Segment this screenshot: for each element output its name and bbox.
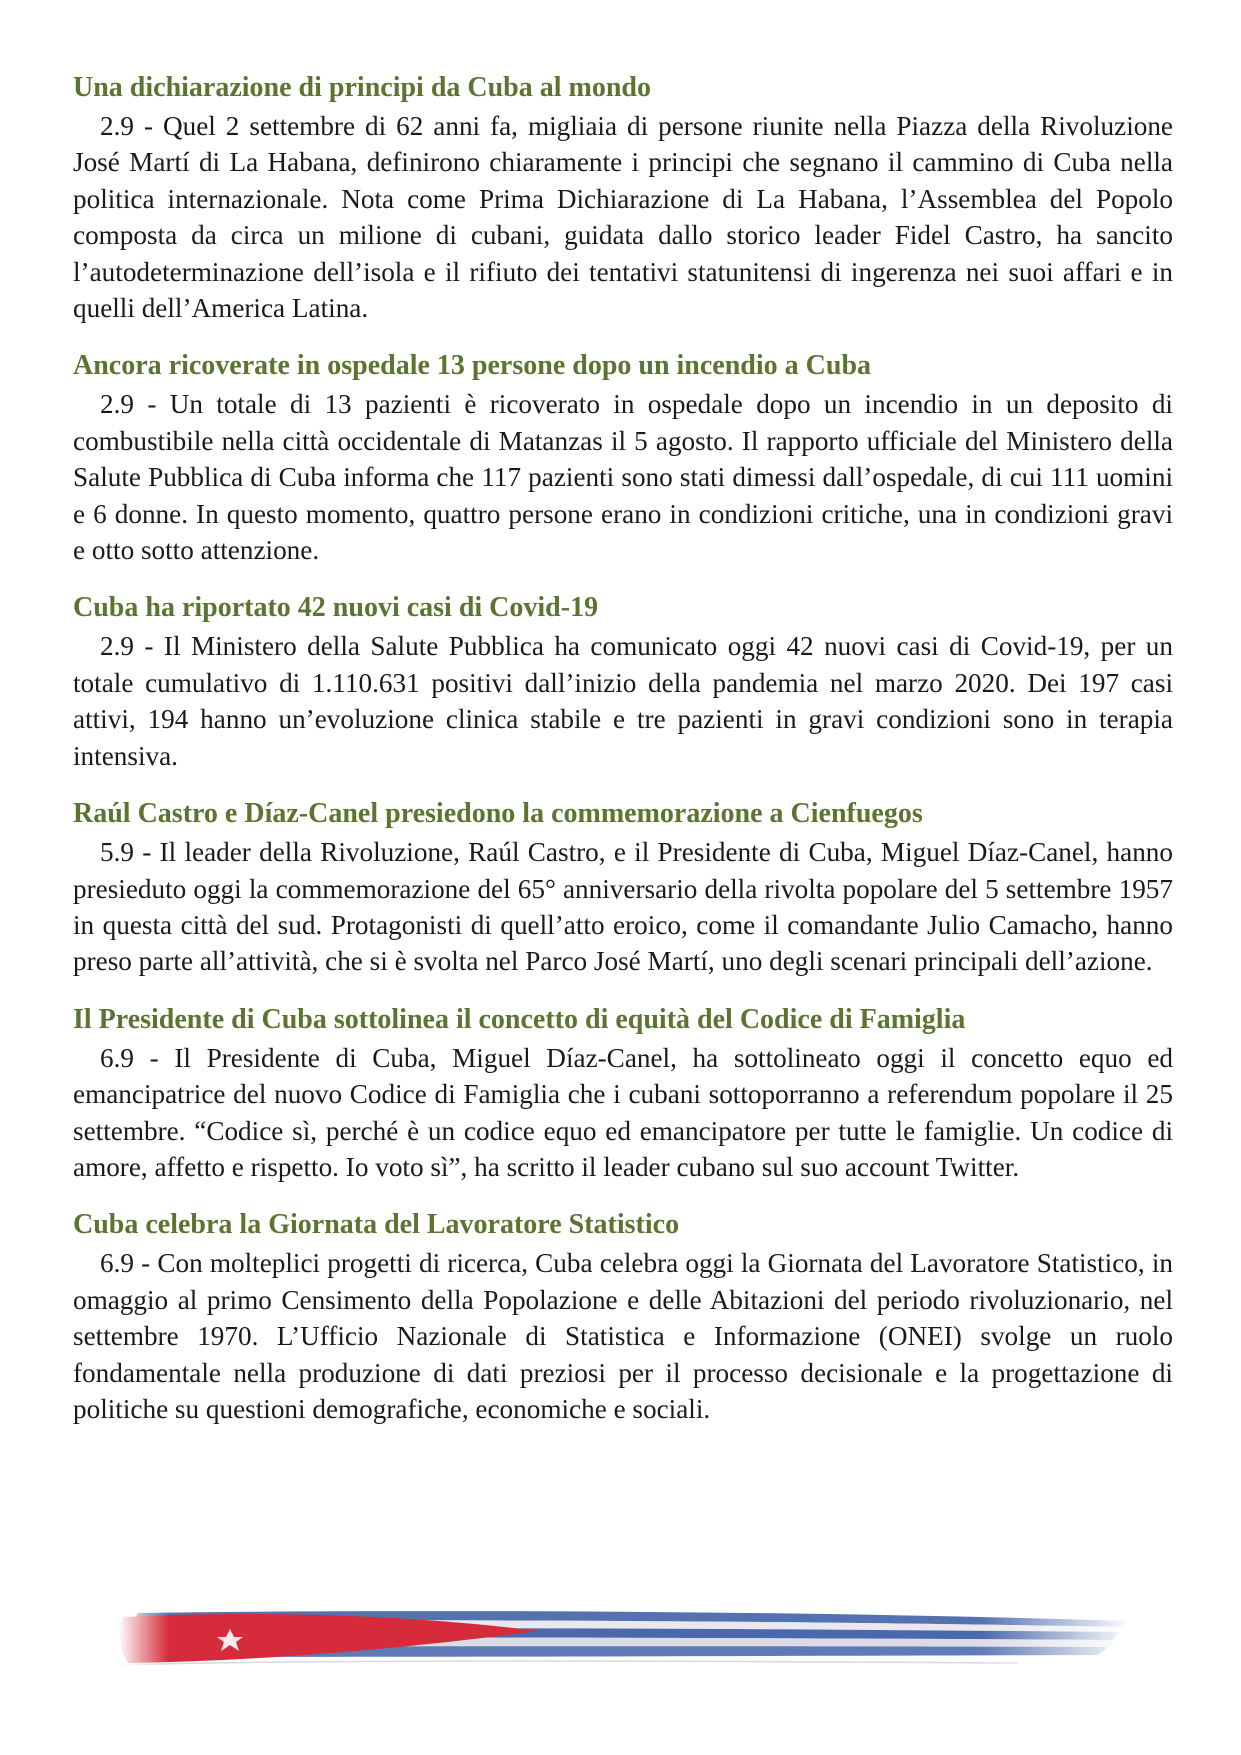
- article-date: 2.9 -: [100, 111, 163, 141]
- article-heading: Cuba celebra la Giornata del Lavoratore Statistico: [73, 1209, 680, 1241]
- article-text: Quel 2 settembre di 62 anni fa, migliaia di persone riunite nella Piazza della Rivoluzione José Martí di La Habana, definirono chiaramente i principi che segnano il cammino di Cuba nella politica internazionale. Nota come Prima Dichiarazione di La Habana, l’Assemblea del Popolo composta da circa un milione di cubani, guidata dallo storico leader Fidel Castro, ha sancito l’autodeterminazione dell’isola e il rifiuto dei tentativi statunitensi di ingerenza nei suoi affari e in quelli dell’America Latina.: [73, 111, 1173, 324]
- document-page: [73, 70, 1173, 1449]
- article-text: Il Presidente di Cuba, Miguel Díaz-Canel, ha sottolineato oggi il concetto equo ed emancipatrice del nuovo Codice di Famiglia che i cubani sottoporranno a referendum popolare il 25 settembre. “Codice sì, perché è un codice equo ed emancipatore per tutte le famiglie. Un codice di amore, affetto e rispetto. Io voto sì”, ha scritto il leader cubano sul suo account Twitter.: [73, 1042, 1173, 1182]
- article-body: [73, 1040, 1173, 1186]
- article-heading: Ancora ricoverate in ospedale 13 persone dopo un incendio a Cuba: [73, 350, 872, 382]
- article-text: Un totale di 13 pazienti è ricoverato in ospedale dopo un incendio in un deposito di combustibile nella città occidentale di Matanzas il 5 agosto. Il rapporto ufficiale del Ministero della Salute Pubblica di Cuba informa che 117 pazienti sono stati dimessi dall’ospedale, di cui 111 uomini e 6 donne. In questo momento, quattro persone erano in condizioni critiche, una in condizioni gravi e otto sotto attenzione.: [73, 389, 1173, 566]
- article-date: 2.9 -: [100, 389, 170, 419]
- news-article: [73, 348, 1173, 568]
- news-article: [73, 796, 1173, 980]
- article-body: [73, 834, 1173, 980]
- news-article: [73, 1207, 1173, 1427]
- article-heading: Una dichiarazione di principi da Cuba al mondo: [73, 72, 652, 103]
- article-text: Con molteplici progetti di ricerca, Cuba celebra oggi la Giornata del Lavoratore Statistico, in omaggio al primo Censimento della Popolazione e delle Abitazioni del periodo rivoluzionario, nel settembre 1970. L’Ufficio Nazionale di Statistica e Informazione (ONEI) svolge un ruolo fondamentale nella produzione di dati preziosi per il processo decisionale e la progettazione di politiche su questioni demografiche, economiche e sociali.: [73, 1248, 1174, 1424]
- article-date: 2.9 -: [100, 631, 164, 661]
- article-date: 5.9 -: [100, 837, 160, 867]
- cuban-flag-brush-banner: [118, 1607, 1133, 1669]
- news-article: [73, 1002, 1173, 1186]
- news-article: [73, 70, 1173, 326]
- article-text: Il leader della Rivoluzione, Raúl Castro, e il Presidente di Cuba, Miguel Díaz-Canel, hanno presieduto oggi la commemorazione del 65° anniversario della rivolta popolare del 5 settembre 1957 in questa città del sud. Protagonisti di quell’atto eroico, come il comandante Julio Camacho, hanno preso parte all’attività, che si è svolta nel Parco José Martí, uno degli scenari principali dell’azione.: [73, 837, 1173, 977]
- article-body: [73, 386, 1173, 568]
- article-heading: Cuba ha riportato 42 nuovi casi di Covid-19: [73, 592, 599, 624]
- article-date: 6.9 -: [100, 1043, 174, 1073]
- article-date: 6.9 -: [100, 1248, 157, 1278]
- article-body: [73, 628, 1173, 774]
- article-body: [73, 108, 1173, 326]
- news-article: [73, 590, 1173, 774]
- article-text: Il Ministero della Salute Pubblica ha comunicato oggi 42 nuovi casi di Covid-19, per un totale cumulativo di 1.110.631 positivi dall’inizio della pandemia nel marzo 2020. Dei 197 casi attivi, 194 hanno un’evoluzione clinica stabile e tre pazienti in gravi condizioni sono in terapia intensiva.: [73, 631, 1173, 771]
- article-heading: Raúl Castro e Díaz-Canel presiedono la commemorazione a Cienfuegos: [73, 798, 923, 830]
- article-body: [73, 1245, 1173, 1427]
- article-heading: Il Presidente di Cuba sottolinea il concetto di equità del Codice di Famiglia: [73, 1003, 966, 1035]
- flag-brush-texture: [118, 1661, 1018, 1665]
